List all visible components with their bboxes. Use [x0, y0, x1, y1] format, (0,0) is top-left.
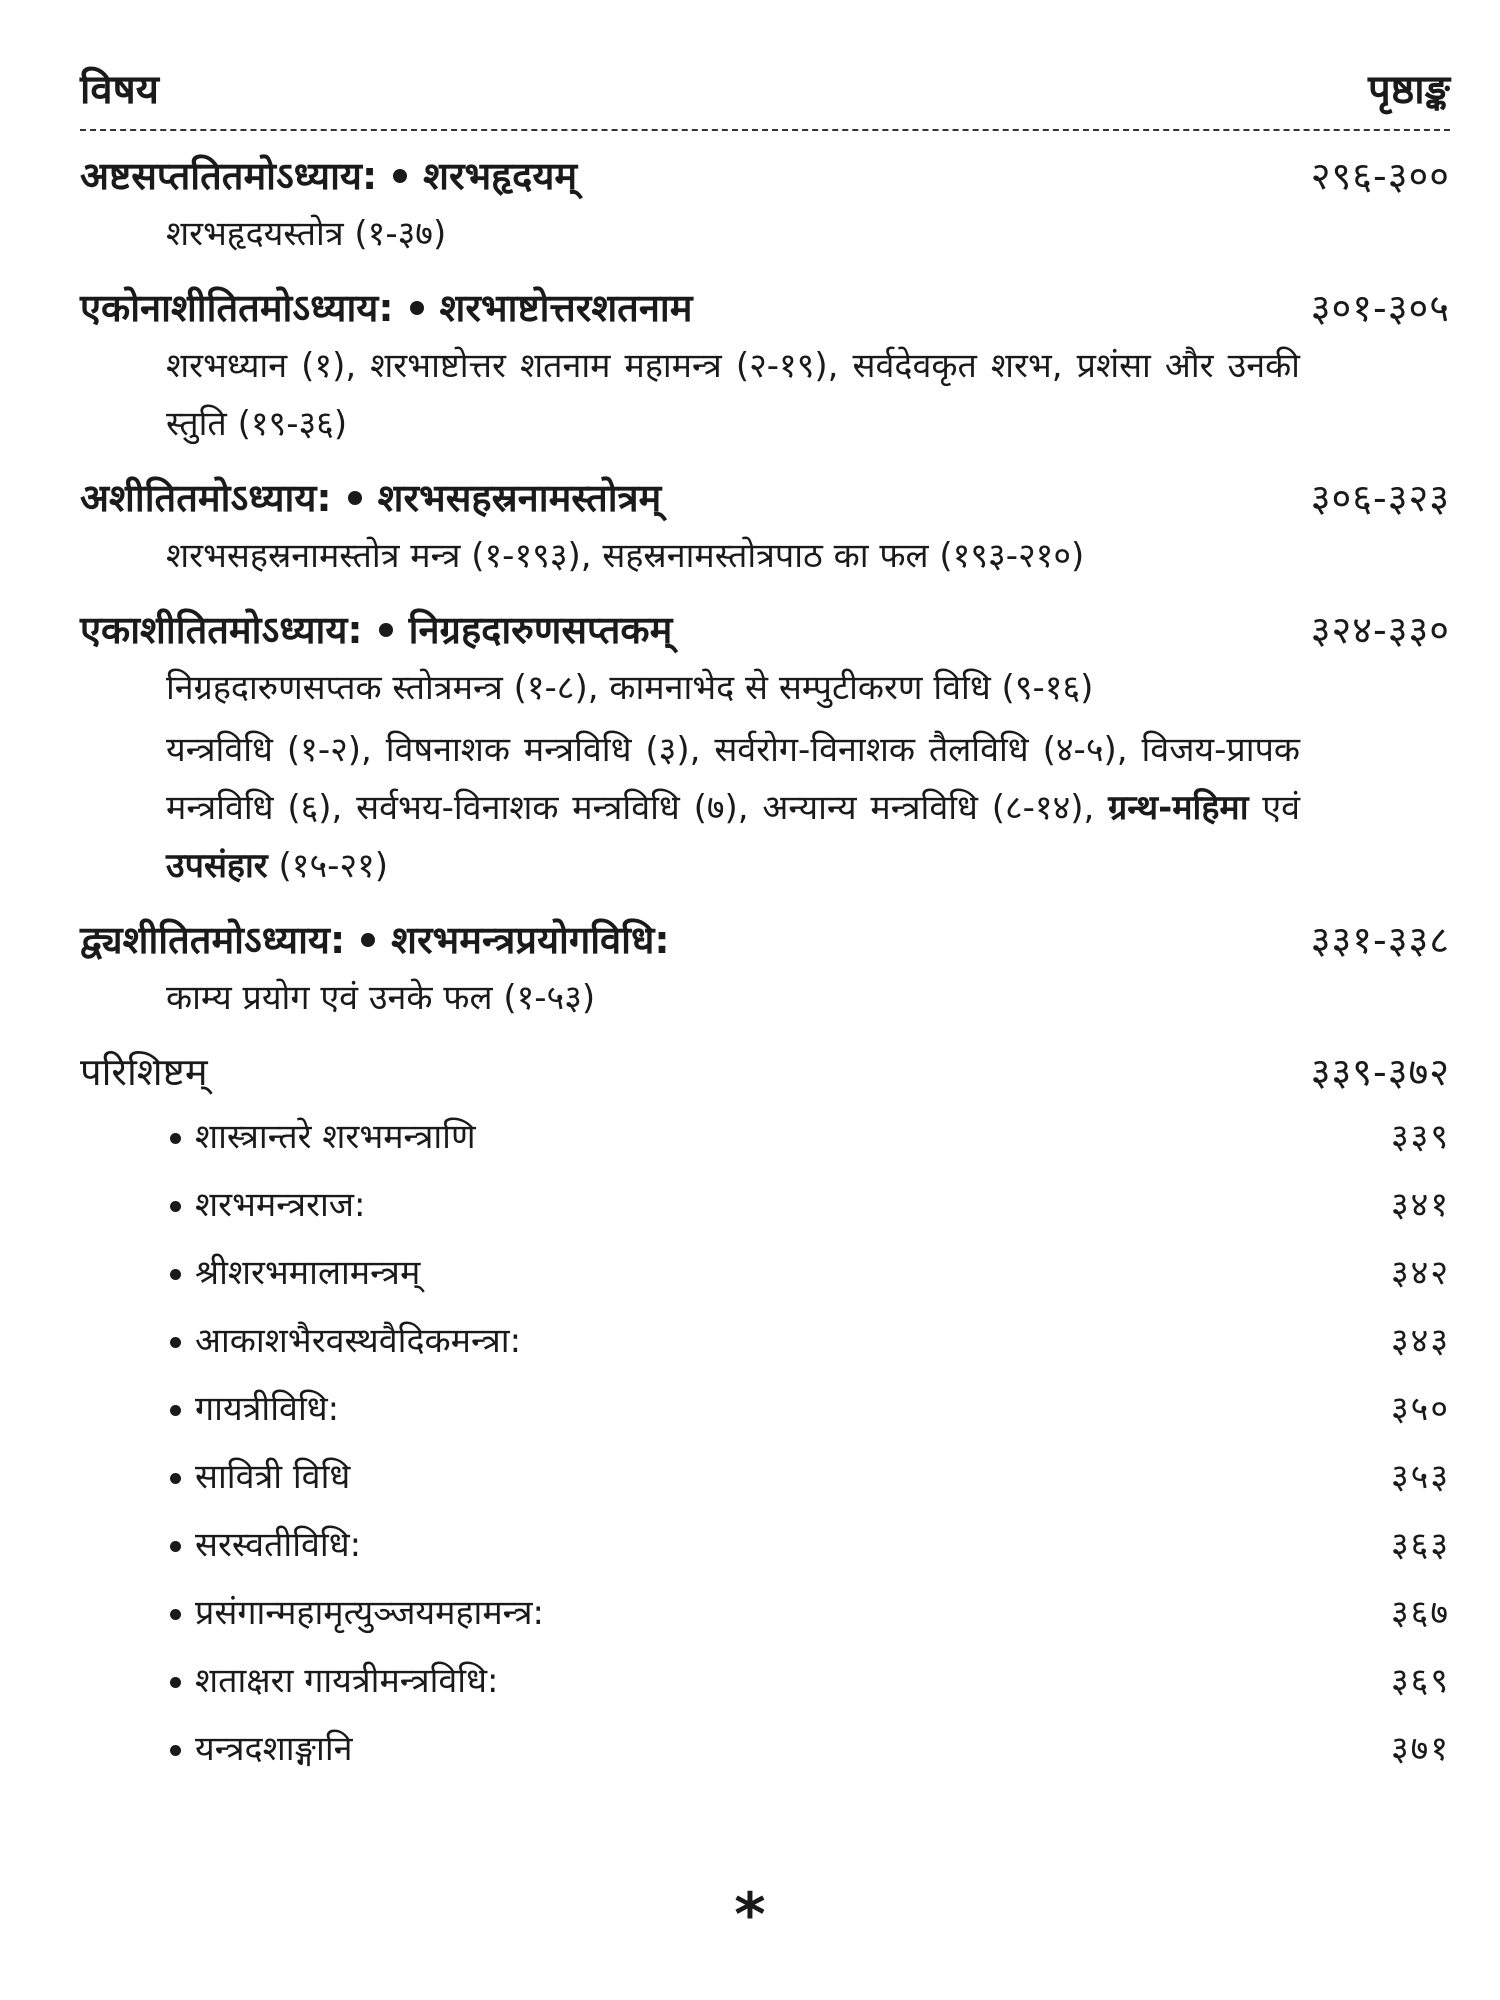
chapter-pages: ३२४-३३०	[1310, 608, 1450, 652]
chapter-pages: ३०१-३०५	[1310, 286, 1450, 330]
bullet-icon	[170, 1337, 181, 1348]
item-label: गायत्रीविधि:	[195, 1389, 340, 1429]
bullet-icon	[361, 933, 375, 947]
item-label: श्रीशरभमालामन्त्रम्	[195, 1253, 421, 1293]
item-label: आकाशभैरवस्थवैदिकमन्त्रा:	[195, 1321, 522, 1361]
subject-heading: विषय	[80, 67, 159, 113]
description-text: यन्त्रविधि (१-२), विषनाशक मन्त्रविधि (३), सर्वरोग-विनाशक तैलविधि (४-५), विजय-प्रापक मन्त्रविधि (६), सर्वभय-विनाशक मन्त्रविधि (७), अन्यान्य मन्त्रविधि (८-१४),	[166, 730, 1300, 828]
chapter-entry	[80, 603, 1450, 895]
chapter-title: एकोनाशीतितमोऽध्याय:	[80, 286, 394, 330]
bullet-icon	[170, 1677, 181, 1688]
appendix-pages: ३३९-३७२	[1310, 1050, 1450, 1094]
item-label: शास्त्रान्तरे शरभमन्त्राणि	[195, 1117, 476, 1157]
bullet-icon	[379, 623, 393, 637]
item-page: ३७१	[1390, 1729, 1450, 1769]
bullet-icon	[170, 1541, 181, 1552]
chapter-description: काम्य प्रयोग एवं उनके फल (१-५३)	[166, 978, 596, 1018]
item-label: यन्त्रदशाङ्गानि	[195, 1729, 353, 1769]
chapter-description	[166, 721, 1300, 895]
chapter-pages: ३०६-३२३	[1310, 476, 1450, 520]
bullet-icon	[170, 1745, 181, 1756]
item-page: ३५०	[1390, 1389, 1450, 1429]
end-asterisk: *	[734, 1880, 766, 1950]
bold-term: ग्रन्थ-महिमा	[1108, 788, 1249, 828]
item-label: सरस्वतीविधि:	[195, 1525, 362, 1565]
item-label: सावित्री विधि	[195, 1457, 351, 1497]
list-item	[170, 1307, 1450, 1375]
list-item	[170, 1239, 1450, 1307]
chapter-description: शरभसहस्रनामस्तोत्र मन्त्र (१-१९३), सहस्रनामस्तोत्रपाठ का फल (१९३-२१०)	[166, 536, 1085, 576]
chapter-subtitle: शरभसहस्रनामस्तोत्रम्	[377, 476, 662, 520]
chapter-pages: ३३१-३३८	[1310, 918, 1450, 962]
page-number-heading: पृष्ठाङ्क	[1368, 67, 1450, 113]
chapter-title: अशीतितमोऽध्याय:	[80, 476, 332, 520]
chapter-subtitle: शरभमन्त्रप्रयोगविधि:	[391, 918, 670, 962]
chapter-title: अष्टसप्ततितमोऽध्याय:	[80, 154, 378, 198]
list-item	[170, 1375, 1450, 1443]
bullet-icon	[410, 301, 424, 315]
chapter-entry	[80, 471, 1450, 585]
toc-header	[80, 60, 1450, 131]
item-page: ३६९	[1390, 1661, 1450, 1701]
bullet-icon	[170, 1201, 181, 1212]
bullet-icon	[348, 491, 362, 505]
bullet-icon	[170, 1473, 181, 1484]
list-item	[170, 1103, 1450, 1171]
chapter-title: एकाशीतितमोऽध्याय:	[80, 608, 363, 652]
chapter-subtitle: शरभाष्टोत्तरशतनाम	[439, 286, 693, 330]
item-page: ३६७	[1390, 1593, 1450, 1633]
item-page: ३४२	[1390, 1253, 1450, 1293]
chapter-description: निग्रहदारुणसप्तक स्तोत्रमन्त्र (१-८), कामनाभेद से सम्पुटीकरण विधि (९-१६)	[166, 668, 1094, 708]
chapter-entry	[80, 149, 1450, 263]
chapter-description: शरभध्यान (१), शरभाष्टोत्तर शतनाम महामन्त्र (२-१९), सर्वदेवकृत शरभ, प्रशंसा और उनकी स्तुति (१९-३६)	[166, 346, 1300, 444]
chapter-title: द्व्यशीतितमोऽध्याय:	[80, 918, 346, 962]
bullet-icon	[170, 1609, 181, 1620]
item-page: ३६३	[1390, 1525, 1450, 1565]
item-page: ३४१	[1390, 1185, 1450, 1225]
list-item	[170, 1647, 1450, 1715]
description-text: एवं	[1248, 788, 1301, 828]
list-item	[170, 1715, 1450, 1783]
item-label: प्रसंगान्महामृत्युञ्जयमहामन्त्र:	[195, 1593, 544, 1633]
description-text: (१५-२१)	[267, 846, 389, 886]
bullet-icon	[170, 1405, 181, 1416]
chapter-entry	[80, 281, 1450, 453]
item-page: ३५३	[1390, 1457, 1450, 1497]
list-item	[170, 1579, 1450, 1647]
chapter-subtitle: निग्रहदारुणसप्तकम्	[408, 608, 673, 652]
appendix-entry	[80, 1045, 1450, 1783]
bullet-icon	[393, 169, 407, 183]
list-item	[170, 1511, 1450, 1579]
bullet-icon	[170, 1133, 181, 1144]
toc-page	[80, 60, 1450, 1783]
bullet-icon	[170, 1269, 181, 1280]
appendix-list	[80, 1103, 1450, 1783]
list-item	[170, 1171, 1450, 1239]
chapter-entry	[80, 913, 1450, 1027]
item-label: शताक्षरा गायत्रीमन्त्रविधि:	[195, 1661, 499, 1701]
chapter-pages: २९६-३००	[1310, 154, 1450, 198]
chapter-subtitle: शरभहृदयम्	[423, 154, 578, 198]
chapter-description: शरभहृदयस्तोत्र (१-३७)	[166, 214, 447, 254]
item-page: ३३९	[1390, 1117, 1450, 1157]
item-page: ३४३	[1390, 1321, 1450, 1361]
bold-term: उपसंहार	[166, 846, 268, 886]
appendix-title: परिशिष्टम्	[80, 1050, 208, 1094]
item-label: शरभमन्त्रराज:	[195, 1185, 366, 1225]
list-item	[170, 1443, 1450, 1511]
